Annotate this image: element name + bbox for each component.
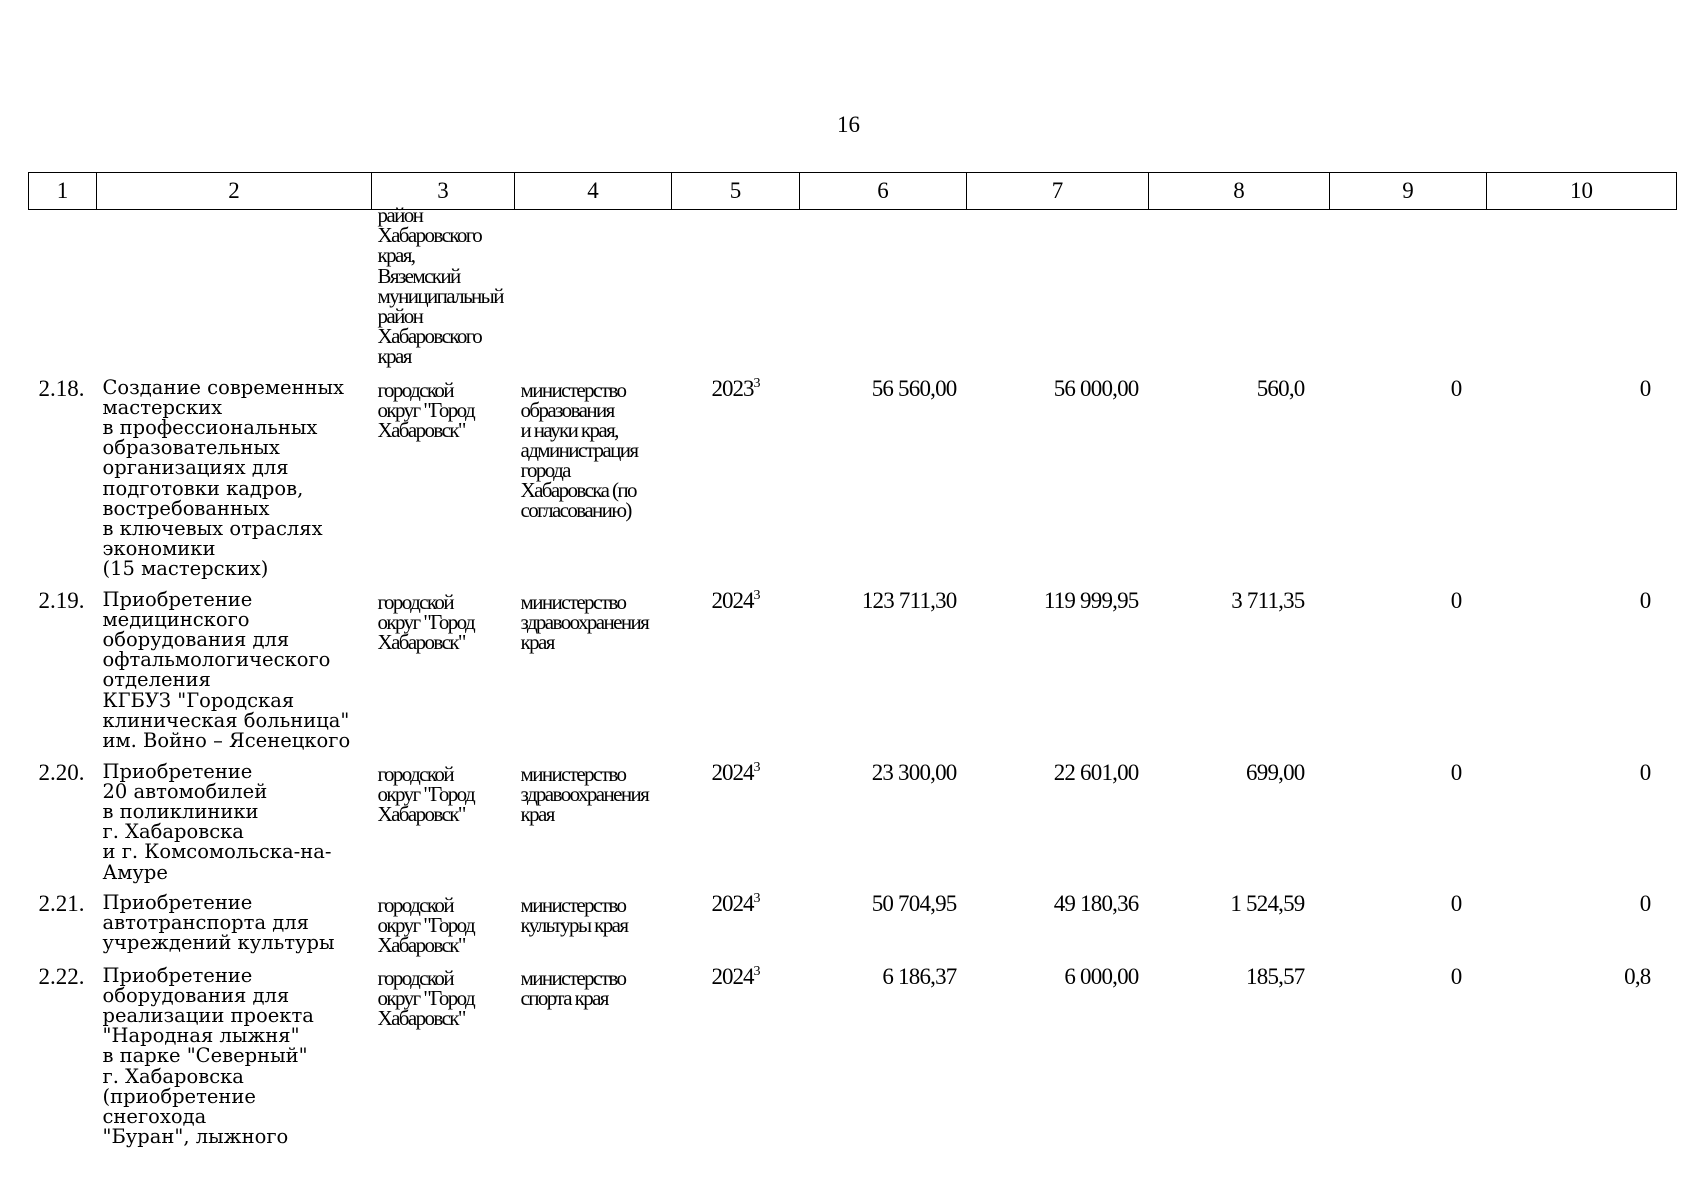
row-total: 23 300,00 xyxy=(871,759,957,785)
row-name: Приобретение 20 автомобилей в поликлиники г. Хабаровска и г. Комсомольска-на- Амуре xyxy=(102,759,332,884)
year-footnote: 3 xyxy=(753,759,761,775)
header-col-8: 8 xyxy=(1149,173,1330,210)
row-total: 123 711,30 xyxy=(861,587,957,613)
row-territory: городской округ "Город Хабаровск" xyxy=(377,761,475,826)
year-footnote: 3 xyxy=(753,890,761,906)
row-value-9: 0 xyxy=(1450,963,1462,989)
table-row xyxy=(29,584,1677,756)
header-col-9: 9 xyxy=(1330,173,1487,210)
row-executor: министерство культуры края xyxy=(520,892,628,937)
row-year: 2024$^3$ xyxy=(711,759,761,785)
row-value-8: 560,0 xyxy=(1256,375,1305,401)
row-value-9: 0 xyxy=(1450,587,1462,613)
row-year: 2024$^3$ xyxy=(711,587,761,613)
row-value-10: 0 xyxy=(1639,890,1651,916)
year-footnote: 3 xyxy=(753,963,761,979)
row-executor: министерство спорта края xyxy=(520,965,626,1010)
row-territory: городской округ "Город Хабаровск" xyxy=(377,965,475,1030)
row-value-9: 0 xyxy=(1450,759,1462,785)
header-col-7: 7 xyxy=(967,173,1149,210)
table-row xyxy=(29,960,1677,1148)
row-value-7: 119 999,95 xyxy=(1043,587,1139,613)
row-value-9: 0 xyxy=(1450,375,1462,401)
program-table xyxy=(28,172,1677,1147)
row-executor: министерство здравоохранения края xyxy=(520,589,649,654)
header-col-1: 1 xyxy=(29,173,97,210)
year-footnote: 3 xyxy=(753,587,761,603)
table-row xyxy=(29,887,1677,960)
table-header xyxy=(29,173,1677,210)
row-number: 2.22. xyxy=(38,963,85,989)
row-year: 2024$^3$ xyxy=(711,890,761,916)
row-year: 2024$^3$ xyxy=(711,963,761,989)
header-col-4: 4 xyxy=(515,173,672,210)
row-territory: городской округ "Город Хабаровск" xyxy=(377,892,475,957)
table-row xyxy=(29,756,1677,887)
year-footnote: 3 xyxy=(753,375,761,391)
row-number: 2.21. xyxy=(38,890,85,916)
page-number: 16 xyxy=(837,112,860,137)
table-row-continuation xyxy=(29,210,1677,372)
row-value-9: 0 xyxy=(1450,890,1462,916)
row-value-10: 0,8 xyxy=(1624,963,1651,989)
row-value-10: 0 xyxy=(1639,759,1651,785)
row-total: 50 704,95 xyxy=(871,890,957,916)
header-col-5: 5 xyxy=(672,173,800,210)
row-executor: министерство здравоохранения края xyxy=(520,761,649,826)
row-territory: городской округ "Город Хабаровск" xyxy=(377,589,475,654)
row-year: 2023$^3$ xyxy=(711,375,761,401)
header-col-2: 2 xyxy=(97,173,372,210)
row-number: 2.19. xyxy=(38,587,85,613)
row-territory: городской округ "Город Хабаровск" xyxy=(377,377,475,442)
header-col-10: 10 xyxy=(1487,173,1677,210)
row-number: 2.18. xyxy=(38,375,85,401)
row-value-7: 22 601,00 xyxy=(1053,759,1139,785)
row-value-7: 6 000,00 xyxy=(1064,963,1139,989)
row-name: Приобретение оборудования для реализации проекта "Народная лыжня" в парке "Северный" г. Хабаровска (приобретение снегохода "Буран", лыжного xyxy=(102,963,314,1149)
row-value-10: 0 xyxy=(1639,587,1651,613)
row-value-8: 1 524,59 xyxy=(1230,890,1305,916)
row-number: 2.20. xyxy=(38,759,85,785)
row-value-8: 185,57 xyxy=(1246,963,1305,989)
header-col-6: 6 xyxy=(800,173,967,210)
table-row xyxy=(29,372,1677,584)
row-total: 56 560,00 xyxy=(871,375,957,401)
continuation-territory: район Хабаровского края, Вяземский муниципальный район Хабаровского края xyxy=(377,203,503,369)
row-name: Приобретение автотранспорта для учреждений культуры xyxy=(102,890,335,955)
row-value-7: 49 180,36 xyxy=(1053,890,1139,916)
table-body xyxy=(29,203,1677,1149)
header-col-3: 3 xyxy=(372,173,515,210)
row-value-7: 56 000,00 xyxy=(1053,375,1139,401)
row-total: 6 186,37 xyxy=(882,963,957,989)
row-value-8: 699,00 xyxy=(1246,759,1305,785)
row-executor: министерство образования и науки края, администрация города Хабаровска (по согласованию) xyxy=(520,377,638,522)
row-value-10: 0 xyxy=(1639,375,1651,401)
row-name: Приобретение медицинского оборудования для офтальмологического отделения КГБУЗ "Городская клиническая больница" им. Войно – Ясенецкого xyxy=(102,587,351,753)
row-name: Создание современных мастерских в профессиональных образовательных организациях для подготовки кадров, востребованных в ключевых отраслях экономики (15 мастерских) xyxy=(102,375,345,581)
row-value-8: 3 711,35 xyxy=(1231,587,1305,613)
